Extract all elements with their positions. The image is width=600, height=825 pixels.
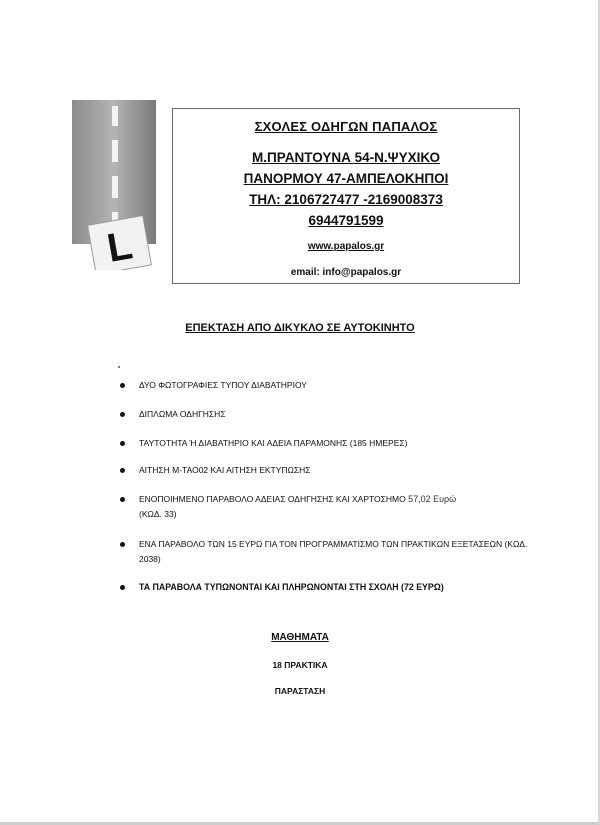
road-logo-graphic <box>70 100 160 270</box>
school-name: ΣΧΟΛΕΣ ΟΔΗΓΩΝ ΠΑΠΑΛΟΣ <box>254 119 438 134</box>
school-header-box <box>172 108 520 284</box>
bullet-icon <box>120 585 125 590</box>
bullet-icon <box>120 542 125 547</box>
requirement-text: ΤΑ ΠΑΡΑΒΟΛΑ ΤΥΠΩΝΟΝΤΑΙ ΚΑΙ ΠΛΗΡΩΝΟΝΤΑΙ ΣΤΗ ΣΧΟΛΗ (72 ΕΥΡΩ) <box>139 582 444 592</box>
requirement-text: ΕΝΑ ΠΑΡΑΒΟΛΟ ΤΩΝ 15 ΕΥΡΩ ΓΙΑ ΤΟΝ ΠΡΟΓΡΑΜΜΑΤΙΣΜΟ ΤΩΝ ΠΡΑΚΤΙΚΩΝ ΕΞΕΤΑΣΕΩΝ (ΚΩΔ. 2038) <box>139 539 528 564</box>
requirement-text: ΔΥΟ ΦΩΤΟΓΡΑΦΙΕΣ ΤΥΠΟΥ ΔΙΑΒΑΤΗΡΙΟΥ <box>139 380 307 390</box>
requirement-code: (ΚΩΔ. 33) <box>139 509 177 519</box>
road-dash <box>112 140 118 162</box>
phone-line: ΤΗΛ: 2106727477 -2169008373 <box>249 192 443 207</box>
address-line-1: Μ.ΠΡΑΝΤΟΥΝΑ 54-Ν.ΨΥΧΙΚΟ <box>252 150 440 165</box>
email-line[interactable]: email: info@papalos.gr <box>290 267 402 278</box>
lessons-note: ΠΑΡΑΣΤΑΣΗ <box>274 686 326 696</box>
list-item <box>120 463 540 478</box>
requirement-text: ΔΙΠΛΩΜΑ ΟΔΗΓΗΣΗΣ <box>139 409 226 419</box>
list-item <box>120 407 540 422</box>
requirement-price: 57,02 Ευρώ <box>408 494 457 504</box>
address-line-2: ΠΑΝΟΡΜΟΥ 47-ΑΜΠΕΛΟΚΗΠΟΙ <box>243 171 449 186</box>
list-item <box>120 492 540 522</box>
list-item <box>120 436 540 451</box>
l-plate-letter: L <box>103 223 136 270</box>
list-item <box>120 537 540 567</box>
bullet-icon <box>120 497 125 502</box>
learner-l-plate-road-icon <box>70 100 160 270</box>
website-link[interactable]: www.papalos.gr <box>307 241 385 252</box>
requirement-text: ΕΝΟΠΟΙΗΜΕΝΟ ΠΑΡΑΒΟΛΟ ΑΔΕΙΑΣ ΟΔΗΓΗΣΗΣ ΚΑΙ ΧΑΡΤΟΣΗΜΟ <box>139 494 409 504</box>
document-title: ΕΠΕΚΤΑΣΗ ΑΠΟ ΔΙΚΥΚΛΟ ΣΕ ΑΥΤΟΚΙΝΗΤΟ <box>185 322 415 334</box>
bullet-icon <box>120 412 125 417</box>
road-dash <box>112 106 118 126</box>
requirement-text: ΤΑΥΤΟΤΗΤΑ Ή ΔΙΑΒΑΤΗΡΙΟ ΚΑΙ ΑΔΕΙΑ ΠΑΡΑΜΟΝΗΣ (185 ΗΜΕΡΕΣ) <box>139 438 408 448</box>
mobile-line: 6944791599 <box>308 213 384 228</box>
list-item <box>120 580 540 595</box>
road-edge <box>156 100 160 244</box>
scan-speck <box>118 366 120 368</box>
lessons-count: 18 ΠΡΑΚΤΙΚΑ <box>272 660 328 670</box>
list-item <box>120 378 540 393</box>
bullet-icon <box>120 383 125 388</box>
l-plate <box>88 216 152 270</box>
road-dash <box>112 176 118 198</box>
requirement-text: ΑΙΤΗΣΗ Μ-ΤΑΟ02 ΚΑΙ ΑΙΤΗΣΗ ΕΚΤΥΠΩΣΗΣ <box>139 465 311 475</box>
bullet-icon <box>120 468 125 473</box>
lessons-title: ΜΑΘΗΜΑΤΑ <box>271 632 329 643</box>
bullet-icon <box>120 441 125 446</box>
